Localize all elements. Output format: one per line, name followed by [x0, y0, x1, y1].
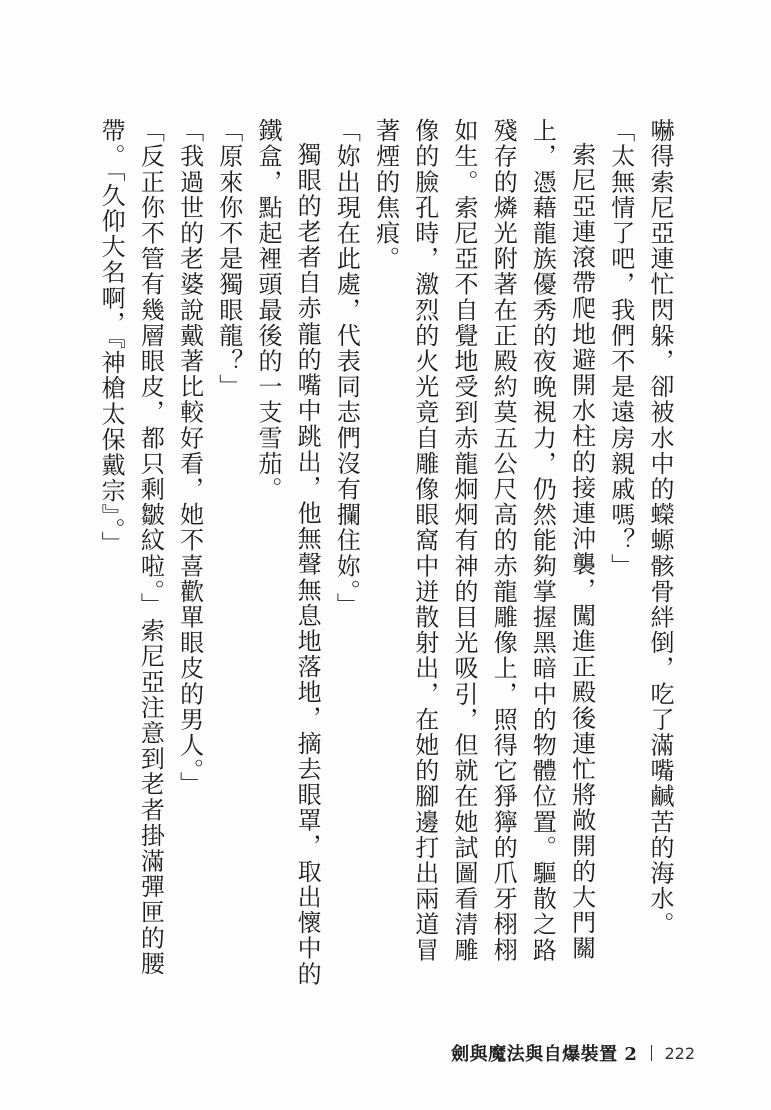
page-number: 222: [664, 1043, 695, 1063]
paragraph-2: 「太無情了吧，我們不是遠房親戚嗎？」: [606, 118, 635, 579]
paragraph-8: 「反正你不管有幾層眼皮，都只剩皺紋啦。」索尼亞注意到老者掛滿彈匣的腰帶。「久仰大名啊，『神槍太保戴宗』。」: [97, 118, 165, 977]
paragraph-6: 「原來你不是獨眼龍？」: [214, 118, 243, 400]
paragraph-1: 嚇得索尼亞連忙閃躲，卻被水中的蠑螈骸骨絆倒，吃了滿嘴鹹苦的海水。: [646, 118, 674, 938]
footer-divider: [651, 1045, 652, 1061]
body-text: [91, 118, 679, 988]
book-title: 劍與魔法與自爆裝置 2: [451, 1044, 638, 1065]
paragraph-5: 獨眼的老者自赤龍的嘴中跳出，他無聲無息地落地，摘去眼罩，取出懷中的鐵盒，點起裡頭最後的一支雪茄。: [253, 118, 322, 987]
page-footer: [451, 1040, 695, 1066]
paragraph-3: 索尼亞連滾帶爬地避開水柱的接連沖襲，闖進正殿後連忙將敞開的大門關上，憑藉龍族優秀的夜晚視力，仍然能夠掌握黑暗中的物體位置。驅散之路殘存的燐光附著在正殿約莫五公尺高的赤龍雕像上，照得它猙獰的爪牙栩栩如生。索尼亞不自覺地受到赤龍炯炯有神的目光吸引，但就在她試圖看清雕像的臉孔時，激烈的火光竟自雕像眼窩中迸散射出，在她的腳邊打出兩道冒著煙的焦痕。: [371, 118, 596, 963]
paragraph-4: 「妳出現在此處，代表同志們沒有攔住妳。」: [332, 118, 361, 618]
paragraph-7: 「我過世的老婆說戴著比較好看，她不喜歡單眼皮的男人。」: [175, 118, 204, 798]
